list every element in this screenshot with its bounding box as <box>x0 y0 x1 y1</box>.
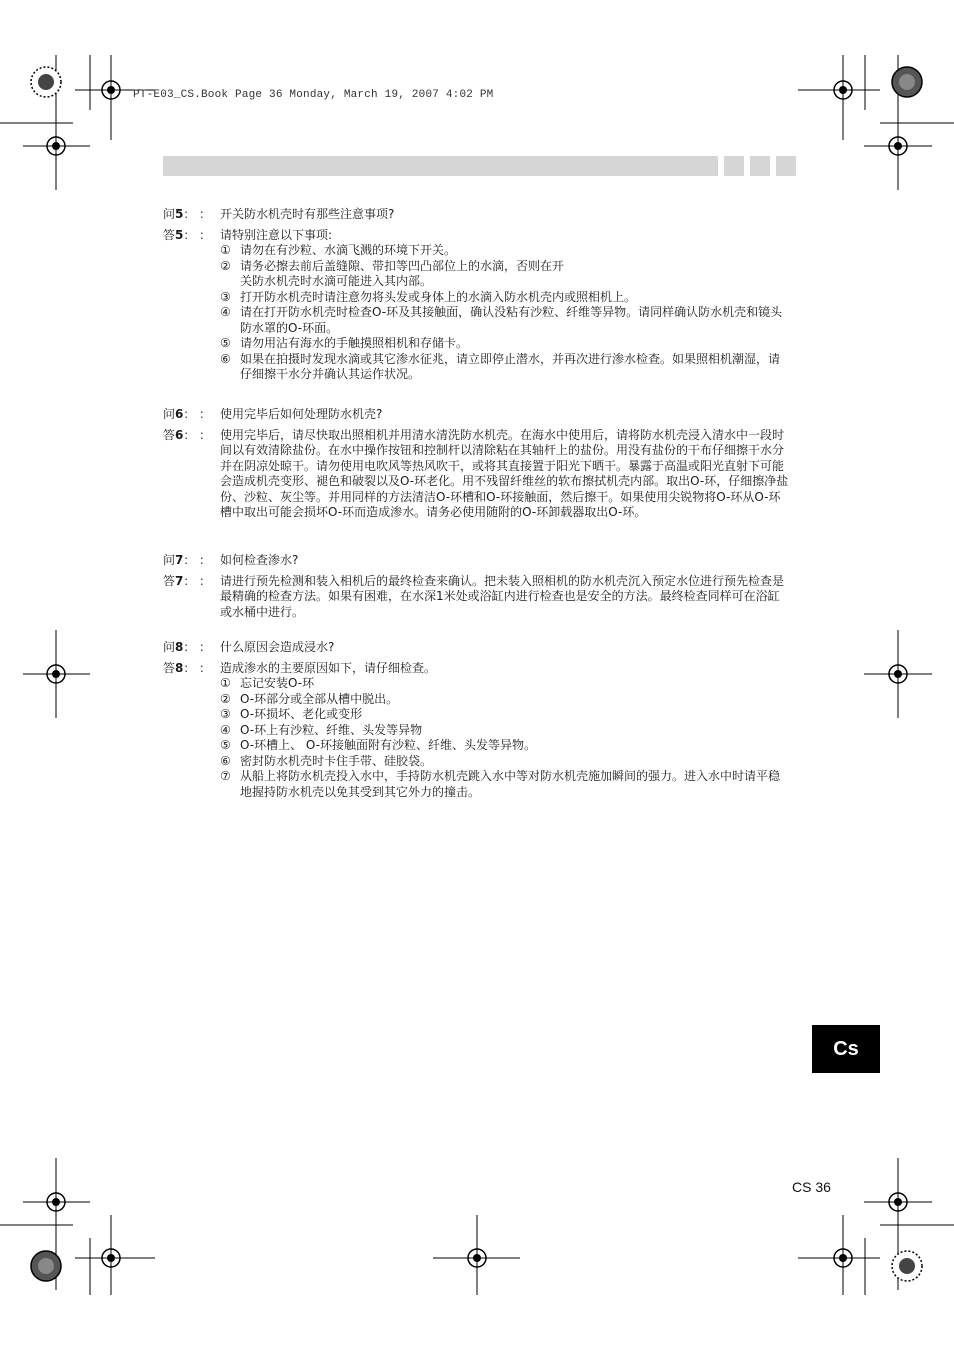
list-item: ① 忘记安装O-环 <box>220 676 315 690</box>
question-row: 问7： ： 如何检查渗水? <box>163 553 790 569</box>
page-number: CS 36 <box>792 1179 831 1195</box>
question-row: 问6： ： 使用完毕后如何处理防水机壳? <box>163 407 790 423</box>
list-item: ③ 打开防水机壳时请注意勿将头发或身体上的水滴入防水机壳内或照相机上。 <box>220 289 637 304</box>
qa-block-8 <box>163 640 790 800</box>
list-item: ⑤ 请勿用沾有海水的手触摸照相机和存储卡。 <box>220 336 469 350</box>
list-item: ⑤ O-环槽上、 O-环接触面附有沙粒、纤维、头发等异物。 <box>220 738 537 752</box>
header-square-1 <box>724 156 744 176</box>
list-item: ② 请务必擦去前后盖缝隙、带扣等凹凸部位上的水滴，否则在开关防水机壳时水滴可能进入其内部。 <box>220 258 565 288</box>
question-row: 问5： ： 开关防水机壳时有那些注意事项? <box>163 207 790 223</box>
list-item: ① 请勿在有沙粒、水滴飞溅的环境下开关。 <box>220 243 457 257</box>
header-bar <box>163 156 718 176</box>
answer-row: 答5： ： 请特别注意以下事项: <box>163 228 790 244</box>
list-item: ⑥ 密封防水机壳时卡住手带、硅胶袋。 <box>220 753 433 768</box>
question-text: 如何检查渗水? <box>220 553 299 567</box>
list-item: ③ O-环损坏、老化或变形 <box>220 707 363 721</box>
question-text: 使用完毕后如何处理防水机壳? <box>220 407 383 421</box>
book-file-header: PT-E03_CS.Book Page 36 Monday, March 19, 2007 4:02 PM <box>133 89 494 101</box>
answer-text: 使用完毕后，请尽快取出照相机并用清水清洗防水机壳。在海水中使用后，请将防水机壳浸入清水中一段时间以有效清除盐份。在水中操作按钮和控制杆以清除粘在其轴杆上的盐份。用没有盐份的干布仔细擦干水分并在阴凉处晾干。请勿使用电吹风等热风吹干，或将其直接置于阳光下晒干。暴露于高温或阳光直射下可能会造成机壳变形、褪色和破裂以及O-环老化。用不残留纤维丝的软布擦拭机壳内部。取出O-环，仔细擦净盐份、沙粒、灰尘等。并用同样的方法清洁O-环槽和O-环接触面，然后擦干。如果使用尖锐物将O-环从O-环槽中取出可能会损坏O-环而造成渗水。请务必使用随附的O-环卸载器取出O-环。 <box>220 427 789 519</box>
answer-row: 答7： ： 请进行预先检测和装入相机后的最终检查来确认。把未装入照相机的防水机壳沉入预定水位进行预先检查是最精确的检查方法。如果有困难，在水深1米处或浴缸内进行检查也是安全的方法。最终检查同样可在浴缸或水桶中进行。 <box>163 574 790 621</box>
language-tab: Cs <box>812 1025 880 1073</box>
answer-row: 答8： ： 造成渗水的主要原因如下，请仔细检查。 <box>163 661 790 677</box>
question-text: 开关防水机壳时有那些注意事项? <box>220 207 395 221</box>
list-item: ④ 请在打开防水机壳时检查O-环及其接触面，确认没粘有沙粒、纤维等异物。请同样确认防水机壳和镜头防水罩的O-环面。 <box>220 305 783 335</box>
answer-list <box>220 243 790 383</box>
list-item: ④ O-环上有沙粒、纤维、头发等异物 <box>220 722 423 737</box>
answer-row: 答6： ： 使用完毕后，请尽快取出照相机并用清水清洗防水机壳。在海水中使用后，请将防水机壳浸入清水中一段时间以有效清除盐份。在水中操作按钮和控制杆以清除粘在其轴杆上的盐份。用没有盐份的干布仔细擦干水分并在阴凉处晾干。请勿使用电吹风等热风吹干，或将其直接置于阳光下晒干。暴露于高温或阳光直射下可能会造成机壳变形、褪色和破裂以及O-环老化。用不残留纤维丝的软布擦拭机壳内部。取出O-环，仔细擦净盐份、沙粒、灰尘等。并用同样的方法清洁O-环槽和O-环接触面，然后擦干。如果使用尖锐物将O-环从O-环槽中取出可能会损坏O-环而造成渗水。请务必使用随附的O-环卸载器取出O-环。 <box>163 427 789 519</box>
answer-text: 请进行预先检测和装入相机后的最终检查来确认。把未装入照相机的防水机壳沉入预定水位进行预先检查是最精确的检查方法。如果有困难，在水深1米处或浴缸内进行检查也是安全的方法。最终检查同样可在浴缸或水桶中进行。 <box>220 573 785 619</box>
answer-text: 请特别注意以下事项: <box>220 227 333 242</box>
qa-block-7 <box>163 553 790 620</box>
question-row: 问8： ： 什么原因会造成浸水? <box>163 640 790 656</box>
header-square-2 <box>750 156 770 176</box>
header-square-3 <box>776 156 796 176</box>
list-item: ⑦ 从船上将防水机壳投入水中，手持防水机壳跳入水中等对防水机壳施加瞬间的强力。进入水中时请平稳地握持防水机壳以免其受到其它外力的撞击。 <box>220 769 781 799</box>
answer-text: 造成渗水的主要原因如下，请仔细检查。 <box>220 660 437 675</box>
list-item: ② O-环部分或全部从槽中脱出。 <box>220 691 399 706</box>
answer-list <box>220 676 790 800</box>
qa-block-6 <box>163 407 790 521</box>
list-item: ⑥ 如果在拍摄时发现水滴或其它渗水征兆，请立即停止潜水，并再次进行渗水检查。如果照相机潮湿，请仔细擦干水分并确认其运作状况。 <box>220 351 781 381</box>
qa-block-5 <box>163 207 790 383</box>
question-text: 什么原因会造成浸水? <box>220 640 335 654</box>
